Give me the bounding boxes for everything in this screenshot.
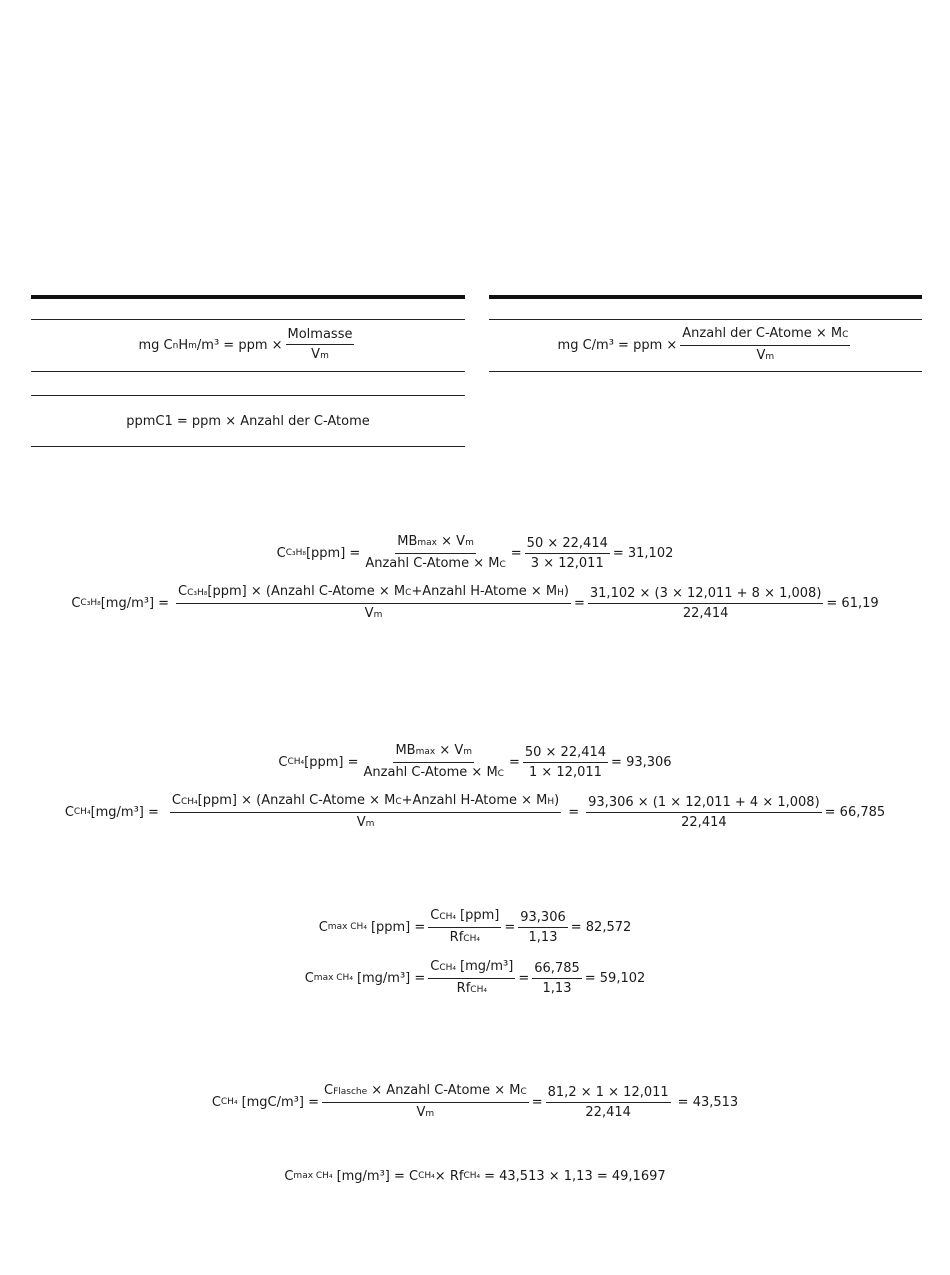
- formula-text: C: [323, 1082, 334, 1098]
- formula-sub: CH₄: [220, 1097, 238, 1107]
- formula-cmax-ppm: [0, 908, 950, 946]
- formula-text: V: [311, 347, 321, 362]
- fraction-denominator: [363, 554, 507, 573]
- formula-text: [mgC/m³] =: [241, 1094, 319, 1110]
- formula-text: Rf: [449, 929, 464, 945]
- formula-text: × Anzahl C-Atome × M: [367, 1082, 521, 1098]
- formula-text: /m³ = ppm ×: [196, 338, 283, 353]
- formula-result: = 31,102: [612, 545, 674, 561]
- left-table-rule-4: [31, 446, 465, 447]
- fraction: [362, 743, 506, 782]
- formula-text: ): [563, 583, 569, 599]
- formula-text: [ppm] × (Anzahl C-Atome × M: [207, 583, 406, 599]
- formula-methane-mgc: [0, 1083, 950, 1121]
- formula-sub: H: [547, 796, 555, 807]
- left-table-rule-2: [31, 371, 465, 372]
- formula-sub: CH₄: [73, 807, 91, 817]
- formula-text: C: [71, 595, 81, 611]
- formula-sub: max CH₄: [313, 973, 353, 983]
- formula-text: =: [568, 804, 580, 820]
- formula-text: C: [304, 970, 314, 986]
- fraction-numerator: [393, 743, 474, 763]
- formula-ppmc1: [31, 396, 465, 446]
- fraction: [523, 745, 608, 780]
- formula-sub: C: [520, 1086, 527, 1097]
- fraction-denominator: [415, 1103, 437, 1122]
- formula-result: = 82,572: [570, 919, 632, 935]
- formula-sub: m: [463, 746, 473, 757]
- fraction-denominator: 22,414: [682, 605, 729, 621]
- formula-text: MB: [397, 533, 418, 549]
- formula-sub: C₃H₈: [80, 598, 101, 608]
- fraction-numerator: [680, 326, 850, 346]
- formula-sub: CH₄: [470, 984, 487, 995]
- formula-text: [ppm] =: [370, 919, 426, 935]
- formula-text: C: [278, 754, 288, 770]
- fraction-numerator: [322, 1083, 529, 1103]
- formula-sub: CH₄: [180, 796, 198, 807]
- formula-result: = 43,513 × 1,13 = 49,1697: [484, 1168, 666, 1184]
- fraction: [588, 586, 824, 621]
- fraction: [363, 534, 507, 573]
- formula-text: C: [430, 907, 440, 923]
- formula-text: Anzahl der C-Atome × M: [682, 326, 843, 341]
- fraction-numerator: 66,785: [532, 961, 582, 979]
- formula-sub: max: [415, 746, 436, 757]
- formula-text: ppmC1 = ppm × Anzahl der C-Atome: [126, 413, 370, 429]
- formula-methane-mg: [0, 794, 950, 830]
- fraction: [322, 1083, 529, 1122]
- formula-sub: m: [365, 818, 375, 829]
- formula-sub: CH₄: [418, 1171, 435, 1181]
- formula-sub: max: [417, 537, 437, 548]
- formula-sub: H: [557, 587, 564, 598]
- formula-sub: C₃H₈: [285, 548, 306, 558]
- formula-text: C: [171, 792, 181, 808]
- fraction-denominator: [455, 979, 489, 998]
- formula-text: ): [554, 792, 560, 808]
- fraction: [428, 959, 515, 998]
- formula-text: =: [508, 754, 520, 770]
- formula-sub: n: [172, 340, 179, 351]
- formula-text: [ppm]: [460, 907, 500, 923]
- fraction-numerator: [395, 534, 476, 554]
- fraction-denominator: 3 × 12,011: [530, 555, 604, 571]
- formula-text: C: [64, 804, 74, 820]
- formula-sub: C: [842, 330, 849, 340]
- formula-sub: m: [373, 609, 383, 620]
- formula-sub: m: [320, 351, 329, 361]
- formula-text: V: [756, 348, 766, 363]
- formula-text: [mg/m³] = C: [336, 1168, 419, 1184]
- right-table-rule-2: [489, 371, 922, 372]
- formula-sub: C₃H₈: [187, 587, 208, 598]
- fraction-numerator: [428, 959, 515, 979]
- formula-text: C: [318, 919, 328, 935]
- fraction-denominator: [362, 763, 506, 782]
- formula-result: = 61,19: [826, 595, 879, 611]
- fraction: [680, 326, 850, 365]
- fraction: [546, 1085, 671, 1120]
- fraction-numerator: 31,102 × (3 × 12,011 + 8 × 1,008): [588, 586, 824, 604]
- formula-text: C: [178, 583, 188, 599]
- fraction-numerator: [428, 908, 501, 928]
- fraction-denominator: [363, 604, 385, 623]
- right-table-top-rule: [489, 295, 922, 299]
- fraction-denominator: 1,13: [542, 980, 572, 996]
- formula-propane-ppm: [0, 535, 950, 571]
- formula-sub: CH₄: [463, 1171, 481, 1181]
- fraction-numerator: 50 × 22,414: [523, 745, 608, 763]
- formula-text: =: [504, 919, 516, 935]
- formula-text: mg C: [138, 338, 173, 353]
- fraction-denominator: 1,13: [528, 929, 558, 945]
- formula-text: =: [531, 1094, 543, 1110]
- formula-sub: max CH₄: [327, 922, 367, 932]
- formula-propane-mg: [0, 585, 950, 621]
- formula-text: C: [430, 958, 440, 974]
- fraction-numerator: 93,306: [518, 910, 568, 928]
- formula-text: [mg/m³] =: [356, 970, 426, 986]
- formula-text: Rf: [456, 980, 471, 996]
- fraction-numerator: 81,2 × 1 × 12,011: [546, 1085, 671, 1103]
- formula-text: +Anzahl H-Atome × M: [411, 583, 558, 599]
- fraction-numerator: 93,306 × (1 × 12,011 + 4 × 1,008): [586, 795, 822, 813]
- formula-text: V: [364, 605, 374, 621]
- fraction-numerator: [176, 584, 571, 604]
- fraction: [170, 793, 561, 832]
- formula-sub: CH₄: [439, 962, 457, 973]
- fraction-denominator: [448, 928, 482, 947]
- formula-text: C: [211, 1094, 221, 1110]
- formula-text: [mg/m³] =: [100, 595, 170, 611]
- fraction: [532, 961, 582, 996]
- formula-text: MB: [395, 742, 416, 758]
- fraction-denominator: [309, 345, 331, 364]
- formula-text: [mg/m³] =: [90, 804, 159, 820]
- formula-sub: m: [465, 537, 474, 548]
- formula-cmax-mg: [0, 959, 950, 997]
- formula-text: =: [518, 970, 530, 986]
- left-table-top-rule: [31, 295, 465, 299]
- formula-text: =: [510, 545, 522, 561]
- formula-mg-cnhm: [31, 320, 465, 371]
- formula-text: V: [356, 814, 366, 830]
- formula-final: [0, 1164, 950, 1188]
- formula-sub: C: [497, 768, 504, 779]
- fraction-denominator: 22,414: [585, 1104, 631, 1120]
- formula-sub: m: [425, 1108, 435, 1119]
- formula-sub: C: [499, 559, 506, 570]
- formula-text: × Rf: [434, 1168, 464, 1184]
- formula-text: [ppm] =: [305, 545, 361, 561]
- formula-sub: max CH₄: [293, 1171, 333, 1181]
- fraction-denominator: [755, 346, 777, 365]
- formula-text: H: [178, 338, 189, 353]
- formula-sub: C: [405, 587, 412, 598]
- formula-result: = 43,513: [677, 1094, 739, 1110]
- formula-text: =: [573, 595, 585, 611]
- formula-result: = 59,102: [584, 970, 646, 986]
- formula-sub: CH₄: [463, 933, 480, 944]
- formula-text: [ppm] =: [304, 754, 359, 770]
- fraction-denominator: [355, 813, 377, 832]
- formula-text: × V: [435, 742, 464, 758]
- formula-sub: CH₄: [287, 757, 305, 767]
- formula-text: +Anzahl H-Atome × M: [401, 792, 548, 808]
- formula-text: [mg/m³]: [460, 958, 514, 974]
- fraction-denominator: 22,414: [681, 814, 727, 830]
- fraction: [518, 910, 568, 945]
- fraction: [586, 795, 822, 830]
- fraction: [525, 536, 610, 571]
- formula-text: Anzahl C-Atome × M: [363, 764, 498, 780]
- fraction-numerator: [170, 793, 561, 813]
- formula-sub: C: [395, 796, 402, 807]
- formula-result: = 93,306: [611, 754, 672, 770]
- formula-text: Anzahl C-Atome × M: [365, 555, 500, 571]
- formula-result: = 66,785: [824, 804, 886, 820]
- formula-mg-c: [489, 320, 922, 371]
- fraction: [428, 908, 501, 947]
- fraction-denominator: 1 × 12,011: [528, 764, 602, 780]
- formula-text: [ppm] × (Anzahl C-Atome × M: [197, 792, 396, 808]
- formula-sub: Flasche: [333, 1086, 368, 1097]
- formula-text: V: [416, 1104, 426, 1120]
- formula-sub: m: [188, 340, 197, 351]
- fraction-numerator: Molmasse: [286, 327, 355, 345]
- formula-text: × V: [437, 533, 466, 549]
- formula-sub: m: [765, 352, 775, 362]
- formula-text: mg C/m³ = ppm ×: [557, 338, 678, 353]
- fraction: [286, 327, 355, 364]
- formula-sub: CH₄: [439, 911, 457, 922]
- formula-text: C: [284, 1168, 294, 1184]
- formula-text: C: [276, 545, 286, 561]
- fraction-numerator: 50 × 22,414: [525, 536, 610, 554]
- formula-methane-ppm: [0, 744, 950, 780]
- fraction: [176, 584, 571, 623]
